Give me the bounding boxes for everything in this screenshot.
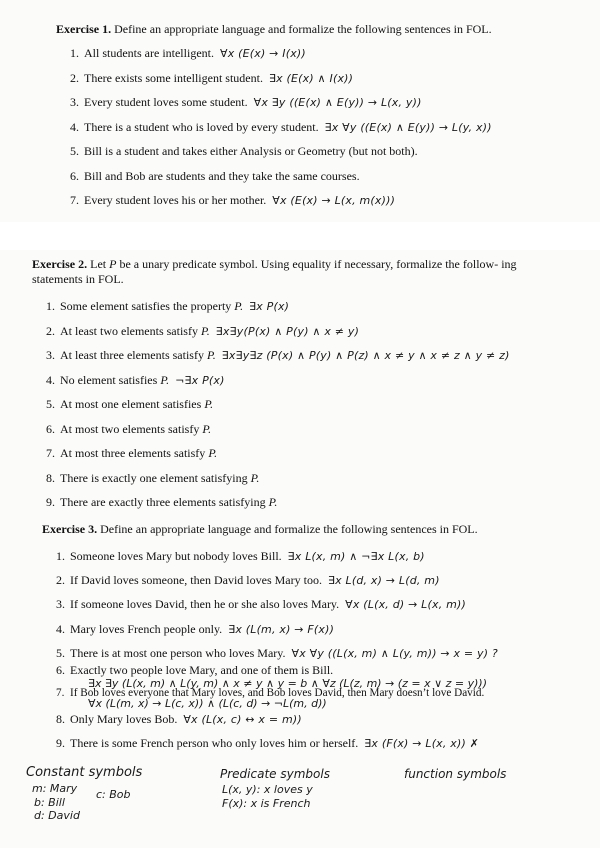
item-number: 1.	[46, 299, 55, 313]
exercise-2-label: Exercise 2.	[32, 257, 88, 271]
item-number: 3.	[70, 95, 79, 109]
handwritten-answer: ∀x (E(x) → I(x))	[219, 47, 306, 60]
item-text: No element satisfies	[60, 372, 158, 387]
handwritten-answer: ∀x ∃y ((E(x) ∧ E(y)) → L(x, y))	[253, 96, 422, 109]
item-number: 2.	[46, 323, 55, 338]
ex3-item	[56, 573, 440, 588]
item-number: 7.	[70, 193, 79, 207]
handwritten-answer: ∃x L(d, x) → L(d, m)	[327, 574, 440, 588]
item-number: 2.	[70, 70, 79, 85]
handwritten-answer: ∃x∃y(P(x) ∧ P(y) ∧ x ≠ y)	[215, 324, 360, 338]
predicate-p: P.	[204, 397, 214, 411]
constant-bob: c: Bob	[96, 788, 131, 801]
exercise-3-intro: Define an appropriate language and formalize the following sentences in FOL.	[100, 522, 478, 536]
item-number: 1.	[56, 549, 65, 563]
constant-mary: m: Mary	[32, 782, 78, 795]
item-text: If Bob loves everyone that Mary loves, and Bob loves David, then Mary doesn’t love David.	[70, 687, 485, 699]
item-number: 7.	[56, 687, 65, 699]
ex2-item	[46, 422, 217, 437]
exercise-2-intro-b: be a unary predicate symbol. Using equality if necessary, formalize the follow-	[119, 257, 499, 271]
handwritten-answer-ex3-6: ∃x ∃y (L(x, m) ∧ L(y, m) ∧ x ≠ y ∧ y = b ∧ ∀z (L(z, m) → (z = x ∨ z = y)))	[88, 677, 488, 690]
ex2-item	[46, 299, 289, 314]
ex1-item	[70, 95, 422, 110]
predicate-p: P.	[160, 372, 170, 387]
item-number: 3.	[56, 597, 65, 612]
exercise-2-intro-p: P	[109, 257, 117, 271]
exercise-1-intro: Define an appropriate language and formalize the following sentences in FOL.	[114, 22, 492, 36]
item-text: At most three elements satisfy	[60, 446, 206, 460]
handwritten-answer: ∀x ∀y ((L(x, m) ∧ L(y, m)) → x = y) ?	[291, 646, 498, 660]
handwritten-answer: ∃x (F(x) → L(x, x)) ✗	[364, 737, 480, 750]
item-text: All students are intelligent.	[84, 46, 214, 60]
item-text: Mary loves French people only.	[70, 621, 223, 636]
ex3-item	[56, 712, 302, 727]
item-text: Every student loves some student.	[84, 95, 248, 109]
ex1-item	[70, 71, 353, 86]
predicate-p: P.	[268, 495, 278, 509]
predicate-p: P.	[200, 323, 210, 338]
item-text: At most two elements satisfy	[60, 421, 200, 436]
item-number: 4.	[56, 621, 65, 636]
predicate-p: P.	[208, 446, 218, 460]
constants-title: Constant symbols	[26, 765, 143, 780]
item-text: Bill is a student and takes either Analysis or Geometry (but not both).	[84, 144, 418, 158]
item-text: Someone loves Mary but nobody loves Bill.	[70, 549, 282, 563]
item-number: 6.	[70, 168, 79, 183]
handwritten-answer: ∃x L(x, m) ∧ ¬∃x L(x, b)	[287, 550, 425, 563]
predicate-p: P.	[234, 299, 244, 313]
exercise-1-label: Exercise 1.	[56, 22, 112, 36]
item-text: At least two elements satisfy	[60, 323, 198, 338]
item-number: 7.	[46, 446, 55, 460]
item-text: There is exactly one element satisfying	[60, 470, 248, 485]
item-number: 8.	[46, 470, 55, 485]
handwritten-answer: ¬∃x P(x)	[175, 373, 225, 387]
ex2-item	[46, 324, 359, 339]
ex3-item	[56, 663, 339, 678]
item-text: There exists some intelligent student.	[84, 70, 263, 85]
item-text: There is a student who is loved by every student.	[84, 119, 319, 134]
item-text: There are exactly three elements satisfying	[60, 495, 266, 509]
exercise-1-heading	[56, 22, 556, 37]
ex2-item	[46, 397, 219, 412]
item-text: Only Mary loves Bob.	[70, 712, 178, 726]
ex3-item	[56, 646, 498, 661]
item-number: 4.	[70, 119, 79, 134]
ex2-item	[46, 373, 225, 388]
predicate-loves: L(x, y): x loves y	[222, 783, 313, 796]
constant-david: d: David	[34, 809, 80, 822]
ex3-item	[56, 549, 425, 564]
exercise-2-intro-c: ing statements in FOL.	[32, 257, 517, 286]
item-text: There is some French person who only loves him or herself.	[70, 736, 359, 750]
ex1-item	[70, 193, 395, 208]
ex1-item	[70, 46, 306, 61]
ex1-item	[70, 169, 366, 184]
handwritten-answer: ∀x (L(x, c) ↔ x = m))	[183, 713, 302, 726]
ex2-item	[46, 495, 283, 510]
item-text: There is at most one person who loves Mary.	[70, 645, 286, 660]
handwritten-answer: ∃x (E(x) ∧ I(x))	[268, 71, 354, 85]
item-text: Exactly two people love Mary, and one of them is Bill.	[70, 663, 334, 677]
ex2-item	[46, 348, 510, 363]
item-number: 9.	[56, 736, 65, 750]
handwritten-answer: ∃x P(x)	[249, 300, 290, 313]
exercise-2-intro-a: Let	[90, 257, 107, 271]
item-text: If someone loves David, then he or she also loves Mary.	[70, 597, 340, 612]
handwritten-answer: ∀x (E(x) → L(x, m(x)))	[272, 194, 396, 207]
item-number: 5.	[70, 144, 79, 158]
item-number: 6.	[56, 663, 65, 677]
predicate-p: P.	[206, 348, 216, 362]
handwritten-answer: ∃x∃y∃z (P(x) ∧ P(y) ∧ P(z) ∧ x ≠ y ∧ x ≠ z ∧ y ≠ z)	[221, 349, 510, 362]
handwritten-answer: ∃x ∀y ((E(x) ∧ E(y)) → L(y, x))	[324, 120, 492, 134]
item-number: 4.	[46, 372, 55, 387]
ex1-item	[70, 144, 424, 159]
item-text: If David loves someone, then David loves Mary too.	[70, 573, 322, 588]
exercise-3-label: Exercise 3.	[42, 522, 98, 536]
ex3-item	[56, 597, 466, 612]
item-number: 8.	[56, 712, 65, 726]
item-text: Every student loves his or her mother.	[84, 193, 267, 207]
handwritten-answer: ∃x (L(m, x) → F(x))	[228, 622, 335, 636]
item-text: At most one element satisfies	[60, 397, 202, 411]
constant-bill: b: Bill	[34, 796, 65, 809]
ex3-item	[56, 736, 479, 751]
item-number: 3.	[46, 348, 55, 362]
exercise-3-heading	[42, 522, 562, 537]
handwritten-answer-ex3-7: ∀x (L(m, x) → L(c, x)) ∧ (L(c, d) → ¬L(m, d))	[88, 697, 327, 710]
predicate-p: P.	[250, 470, 260, 485]
predicates-title: Predicate symbols	[220, 767, 330, 781]
functions-title: function symbols	[404, 767, 507, 781]
item-number: 9.	[46, 495, 55, 509]
predicate-french: F(x): x is French	[222, 797, 311, 810]
item-number: 1.	[70, 46, 79, 60]
item-number: 6.	[46, 421, 55, 436]
ex2-item	[46, 471, 265, 486]
page-gap	[0, 222, 600, 250]
item-number: 5.	[56, 645, 65, 660]
ex1-item	[70, 120, 492, 135]
handwritten-answer: ∀x (L(x, d) → L(x, m))	[345, 598, 467, 612]
item-text: Bill and Bob are students and they take the same courses.	[84, 168, 360, 183]
item-text: Some element satisfies the property	[60, 299, 232, 313]
item-text: At least three elements satisfy	[60, 348, 204, 362]
predicate-p: P.	[202, 421, 212, 436]
item-number: 2.	[56, 573, 65, 588]
ex2-item	[46, 446, 223, 461]
ex3-item	[56, 622, 334, 637]
exercise-2-heading	[32, 257, 547, 287]
item-number: 5.	[46, 397, 55, 411]
